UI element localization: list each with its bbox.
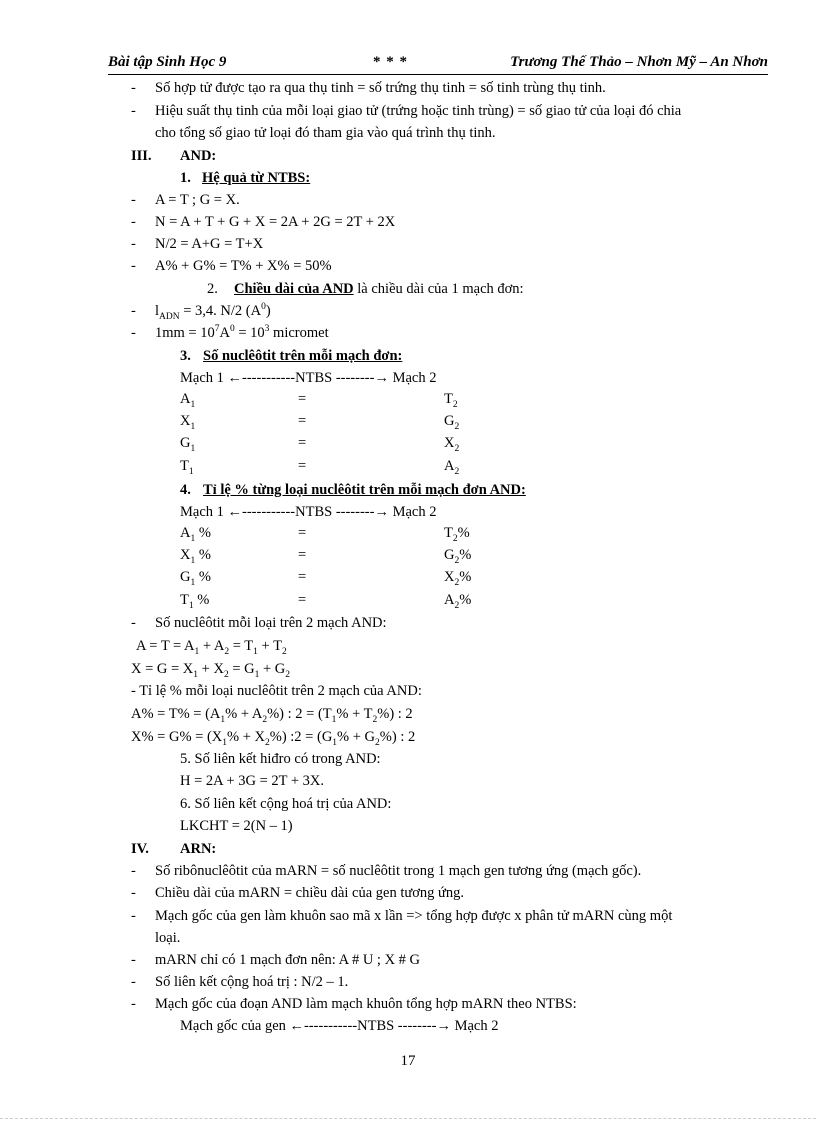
- arn-line: Số liên kết cộng hoá trị : N/2 – 1.: [155, 974, 349, 990]
- length-formula: [155, 301, 271, 321]
- table-row: $G_1$: [180, 435, 196, 455]
- pair-table-1: [180, 388, 195, 477]
- mm-a: 1mm = 10: [155, 325, 215, 341]
- arn-line: loại.: [155, 930, 181, 946]
- section-number: IV.: [131, 841, 149, 857]
- formula: $A\% = T\% = (A_1\% + A_2\%)$ : $2 = (T_1\% + T_2\%)$ : 2: [131, 706, 413, 725]
- ntbs-row: Mạch gốc của gen ←-----------NTBS --------→ Mạch 2: [180, 1018, 499, 1034]
- arn-line: Mạch gốc của đoạn AND làm mạch khuôn tổng hợp mARN theo NTBS:: [155, 996, 577, 1012]
- unit-conversion: [155, 323, 329, 343]
- equals-sign: =: [298, 525, 307, 541]
- table-row: $G_2$: [444, 413, 460, 433]
- pair-table-1-right: [444, 388, 459, 477]
- bullet-dash: -: [131, 952, 136, 968]
- intro-line-1: Số hợp tử được tạo ra qua thụ tinh = số trứng thụ tinh = số tinh trùng thụ tinh.: [155, 80, 606, 96]
- table-row: $T_2\%$: [444, 525, 470, 544]
- bullet-dash: -: [131, 192, 136, 208]
- formula: $A = T = A_1 + A_2 = T_1 + T_2$: [136, 638, 287, 657]
- table-row: $G_1$ %: [180, 569, 211, 589]
- heading-2-rest: là chiều dài của 1 mạch đơn:: [357, 281, 524, 297]
- mm-d: micromet: [269, 325, 329, 341]
- equation: N = A + T + G + X = 2A + 2G = 2T + 2X: [155, 214, 396, 230]
- len-mid: = 3,4. N/2 (A: [179, 303, 262, 319]
- equals-sign: =: [298, 591, 307, 608]
- equals-sign: =: [298, 547, 307, 564]
- table-row: $A_2$: [444, 457, 460, 477]
- section-number: III.: [131, 148, 152, 164]
- table-row: $X_2\%$: [444, 569, 472, 589]
- equals-sign: =: [298, 413, 307, 430]
- len-sup: 0: [261, 302, 266, 313]
- pct-table: [180, 522, 211, 611]
- heading-4: Tỉ lệ % từng loại nuclêôtit trên mỗi mạch đơn AND:: [203, 482, 526, 498]
- pair-table-1-eq: [298, 388, 306, 477]
- heading-number: 1.: [180, 170, 191, 186]
- pct-table-eq: [298, 522, 306, 611]
- bullet-dash: -: [131, 80, 136, 96]
- bullet-dash: -: [131, 974, 136, 990]
- heading-6: 6. Số liên kết cộng hoá trị của AND:: [180, 796, 392, 812]
- pct-table-right: [444, 522, 471, 611]
- mm-sup: 7: [214, 324, 220, 335]
- bullet-dash: -: [131, 103, 136, 119]
- heading-number: 4.: [180, 482, 191, 498]
- page-bottom-border: [0, 1118, 816, 1119]
- table-row: $G_2\%$: [444, 547, 472, 567]
- header-right: Trương Thế Thảo – Nhơn Mỹ – An Nhơn: [510, 54, 768, 70]
- bullet-dash: -: [131, 615, 136, 631]
- table-row: $T_1$: [180, 457, 194, 477]
- bullet-dash: -: [131, 214, 136, 230]
- equals-sign: =: [298, 435, 307, 452]
- formula: $X = G = X_1 + X_2 = G_1 + G_2$: [131, 661, 290, 680]
- len-subscript: ADN: [159, 311, 180, 322]
- section-title: ARN:: [180, 841, 217, 857]
- section-title: AND:: [180, 148, 217, 164]
- arn-line: mARN chỉ có 1 mạch đơn nên: A # U ; X # G: [155, 952, 421, 968]
- bullet-dash: -: [131, 236, 136, 252]
- arn-line: Chiều dài của mARN = chiều dài của gen tương ứng.: [155, 885, 465, 901]
- page-number: 17: [400, 1053, 416, 1069]
- heading-number: 3.: [180, 348, 191, 364]
- heading-1: Hệ quả từ NTBS:: [202, 170, 311, 186]
- table-row: $A_1$: [180, 391, 196, 410]
- len-end: ): [265, 303, 271, 319]
- equals-sign: =: [298, 569, 307, 586]
- len-symbol: l: [155, 303, 160, 319]
- mm-sup: 0: [229, 324, 235, 335]
- equation: LKCHT = 2(N – 1): [180, 818, 293, 834]
- bullet-dash: -: [131, 885, 136, 901]
- heading-3: Số nuclêôtit trên mỗi mạch đơn:: [203, 348, 403, 364]
- equation: H = 2A + 3G = 2T + 3X.: [180, 773, 325, 789]
- heading-2-bold: Chiều dài của AND: [234, 281, 354, 297]
- heading-number: 2.: [207, 281, 218, 297]
- header-center: * * *: [373, 54, 408, 70]
- table-row: $A_2\%$: [444, 591, 472, 611]
- table-row: $A_1$ %: [180, 525, 211, 544]
- intro-line-2a: Hiệu suất thụ tinh của mỗi loại giao tử (trứng hoặc tinh trùng) = số giao tử của loại đó chia: [155, 103, 682, 119]
- table-row: $T_2$: [444, 391, 458, 410]
- bullet-dash: -: [131, 303, 136, 319]
- heading-5: 5. Số liên kết hiđro có trong AND:: [180, 751, 381, 767]
- ntbs-row: Mạch 1 ←-----------NTBS --------→ Mạch 2: [180, 504, 437, 520]
- mm-b: A: [219, 325, 230, 341]
- formula: $X\% = G\% = (X_1\% + X_2\%)$ :2 = $(G_1\% + G_2\%)$ : 2: [131, 729, 416, 748]
- intro-line-2b: cho tổng số giao tử loại đó tham gia vào quá trình thụ tinh.: [155, 125, 496, 141]
- table-row: $X_1$ %: [180, 547, 211, 567]
- table-row: $X_2$: [444, 435, 460, 455]
- bullet-dash: -: [131, 325, 136, 341]
- count-title: Số nuclêôtit mỗi loại trên 2 mạch AND:: [155, 615, 387, 631]
- table-row: $T_1$ %: [180, 591, 210, 611]
- equation: A% + G% = T% + X% = 50%: [155, 258, 332, 274]
- arn-line: Số ribônuclêôtit của mARN = số nuclêôtit trong 1 mạch gen tương ứng (mạch gốc).: [155, 863, 642, 879]
- equation: A = T ; G = X.: [155, 192, 240, 208]
- bullet-dash: -: [131, 908, 136, 924]
- equation: N/2 = A+G = T+X: [155, 236, 264, 252]
- mm-c: = 10: [234, 325, 265, 341]
- mm-sup: 3: [264, 324, 270, 335]
- table-row: $X_1$: [180, 413, 196, 433]
- equals-sign: =: [298, 457, 307, 474]
- equals-sign: =: [298, 391, 307, 407]
- page-header: [108, 54, 768, 75]
- ratio-title: - Tỉ lệ % mỗi loại nuclêôtit trên 2 mạch của AND:: [131, 683, 422, 699]
- heading-2: [234, 279, 524, 299]
- ntbs-row: Mạch 1 ←-----------NTBS --------→ Mạch 2: [180, 370, 437, 386]
- bullet-dash: -: [131, 258, 136, 274]
- arn-line: Mạch gốc của gen làm khuôn sao mã x lần => tổng hợp được x phân tử mARN cùng một: [155, 908, 673, 924]
- bullet-dash: -: [131, 996, 136, 1012]
- header-left: Bài tập Sinh Học 9: [108, 54, 227, 70]
- bullet-dash: -: [131, 863, 136, 879]
